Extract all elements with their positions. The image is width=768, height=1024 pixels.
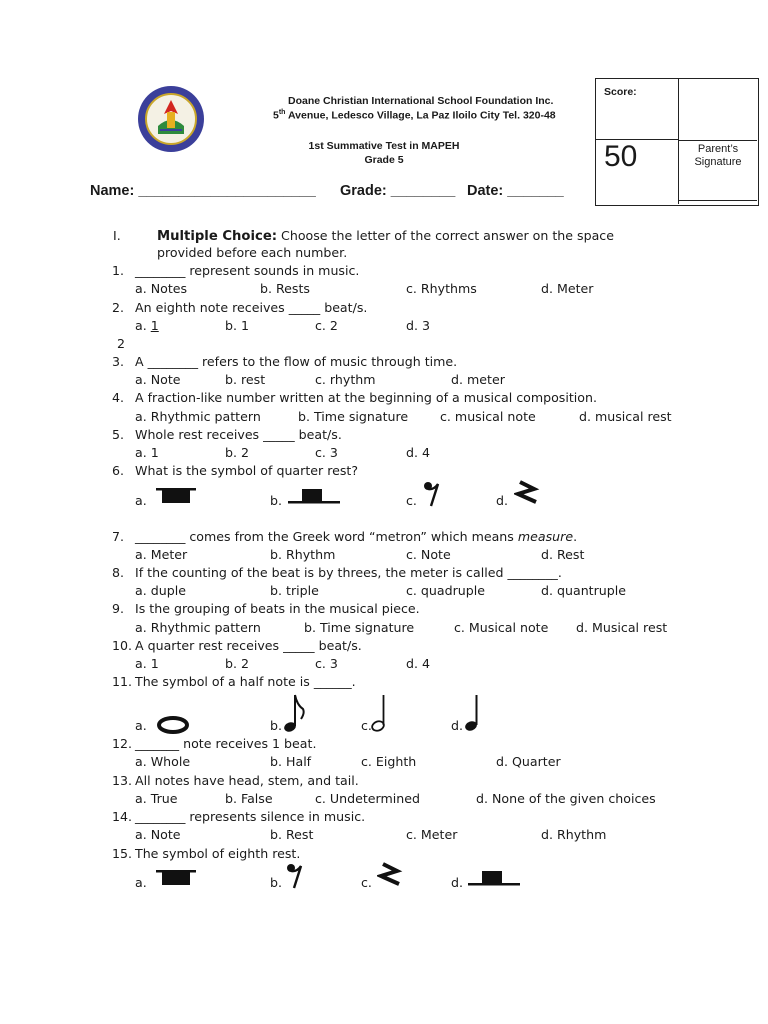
choice-a: a. Whole xyxy=(135,754,191,769)
choice-d: d. meter xyxy=(451,372,505,387)
choice-c: c. xyxy=(361,718,372,733)
question-number: 11. xyxy=(112,674,133,689)
choice-a: a. xyxy=(135,875,147,890)
question-text: Whole rest receives _____ beat/s. xyxy=(135,427,342,442)
choice-c: c. Musical note xyxy=(454,620,549,635)
choice-a: a. duple xyxy=(135,583,186,598)
choice-b: b. rest xyxy=(225,372,266,387)
half-rest-symbol xyxy=(288,486,340,510)
question-text: A quarter rest receives _____ beat/s. xyxy=(135,638,362,653)
choice-a: a. xyxy=(135,718,147,733)
choice-a: a. 1 xyxy=(135,445,159,460)
question-text: The symbol of eighth rest. xyxy=(135,846,301,861)
choice-d: d. Meter xyxy=(541,281,594,296)
eighth-rest-symbol xyxy=(422,480,442,512)
choice-d: d. 3 xyxy=(406,318,431,333)
question-text: Is the grouping of beats in the musical piece. xyxy=(135,601,420,616)
question-number: 10. xyxy=(112,638,133,653)
question-number: 15. xyxy=(112,846,133,861)
test-title: 1st Summative Test in MAPEH xyxy=(308,140,460,152)
choice-d: d. xyxy=(451,718,463,733)
choice-a: a. Rhythmic pattern xyxy=(135,409,261,424)
choice-a: a. Rhythmic pattern xyxy=(135,620,261,635)
choice-b: b. xyxy=(270,718,282,733)
half-note-symbol xyxy=(369,693,389,737)
whole-rest-symbol xyxy=(156,488,196,512)
score-box-hdivider-right xyxy=(679,140,757,141)
grade-field: Grade: ________ xyxy=(340,183,456,199)
choice-c: c. xyxy=(361,875,372,890)
score-value: 50 xyxy=(604,140,638,173)
choice-b: b. 2 xyxy=(225,656,250,671)
question-text: ________ represent sounds in music. xyxy=(135,263,360,278)
choice-d: d. quantruple xyxy=(541,583,627,598)
choice-b: b. Rests xyxy=(260,281,310,296)
question-number: 8. xyxy=(112,565,125,580)
choice-b: b. triple xyxy=(270,583,319,598)
date-field: Date: _______ xyxy=(467,183,564,199)
quarter-rest-symbol xyxy=(377,862,403,892)
choice-a: a. 1 xyxy=(135,656,159,671)
choice-c: c. Rhythms xyxy=(406,281,477,296)
choice-a: a. True xyxy=(135,791,178,806)
choice-a: a. xyxy=(135,493,147,508)
choice-d: d. 4 xyxy=(406,656,431,671)
section-instruction-cont: provided before each number. xyxy=(157,245,348,260)
question-number: 9. xyxy=(112,601,125,616)
choice-c: c. quadruple xyxy=(406,583,486,598)
choice-d: d. None of the given choices xyxy=(476,791,656,806)
choice-d: d. Quarter xyxy=(496,754,561,769)
score-box-bottom-line xyxy=(679,200,757,201)
whole-rest-symbol xyxy=(156,870,196,894)
question-text: What is the symbol of quarter rest? xyxy=(135,463,359,478)
choice-d: d. xyxy=(451,875,463,890)
choice-d: d. musical rest xyxy=(579,409,672,424)
eighth-rest-symbol xyxy=(285,862,305,894)
choice-c: c. Note xyxy=(406,547,451,562)
question-text: A ________ refers to the flow of music through time. xyxy=(135,354,458,369)
question-number: 7. xyxy=(112,529,125,544)
choice-c: c. musical note xyxy=(440,409,536,424)
question-number: 1. xyxy=(112,263,125,278)
question-text: _______ note receives 1 beat. xyxy=(135,736,317,751)
school-name: Doane Christian International School Foundation Inc. xyxy=(288,95,554,107)
choice-b: b. 2 xyxy=(225,445,250,460)
question-number: 6. xyxy=(112,463,125,478)
school-address: 5th Avenue, Ledesco Village, La Paz Iloilo City Tel. 320-48 xyxy=(273,109,556,122)
quarter-note-symbol xyxy=(463,693,483,737)
section-number: I. xyxy=(113,228,121,243)
question-number: 3. xyxy=(112,354,125,369)
choice-a: a. 1 xyxy=(135,318,159,333)
choice-a: a. Note xyxy=(135,372,181,387)
choice-c: c. 2 xyxy=(315,318,338,333)
choice-b: b. xyxy=(270,493,282,508)
question-text: A fraction-like number written at the beginning of a musical composition. xyxy=(135,390,597,405)
choice-c: c. Undetermined xyxy=(315,791,421,806)
choice-b: b. Time signature xyxy=(304,620,415,635)
choice-c: c. 3 xyxy=(315,445,338,460)
question-text: The symbol of a half note is ______. xyxy=(135,674,356,689)
choice-d: d. Musical rest xyxy=(576,620,668,635)
choice-c: c. Eighth xyxy=(361,754,417,769)
question-text: ________ comes from the Greek word “metron” which means measure. xyxy=(135,529,578,544)
choice-b: b. 1 xyxy=(225,318,250,333)
question-text: ________ represents silence in music. xyxy=(135,809,366,824)
question-number: 14. xyxy=(112,809,133,824)
choice-c: c. 3 xyxy=(315,656,338,671)
grade-line: Grade 5 xyxy=(364,154,404,166)
choice-c: c. Meter xyxy=(406,827,458,842)
choice-c: c. xyxy=(406,493,417,508)
question-text: All notes have head, stem, and tail. xyxy=(135,773,359,788)
question-number: 12. xyxy=(112,736,133,751)
choice-b: b. Half xyxy=(270,754,312,769)
choice-d: d. xyxy=(496,493,508,508)
score-box-vdivider xyxy=(678,78,679,204)
choice-c: c. rhythm xyxy=(315,372,376,387)
quarter-rest-symbol xyxy=(514,480,540,510)
choice-d: d. Rhythm xyxy=(541,827,607,842)
choice-a: a. Notes xyxy=(135,281,188,296)
half-rest-symbol xyxy=(468,868,520,892)
parent-signature-label: Parent’s Signature xyxy=(694,143,742,168)
choice-d: d. Rest xyxy=(541,547,585,562)
fraction-denominator: 2 xyxy=(117,336,126,351)
choice-a: a. Note xyxy=(135,827,181,842)
choice-b: b. xyxy=(270,875,282,890)
question-text: If the counting of the beat is by threes, the meter is called ________. xyxy=(135,565,562,580)
school-logo xyxy=(136,84,206,154)
choice-b: b. Time signature xyxy=(298,409,409,424)
section-instruction: Multiple Choice: Choose the letter of the correct answer on the space xyxy=(157,228,614,244)
eighth-note-symbol xyxy=(283,693,305,737)
name-field: Name: ______________________ xyxy=(90,183,316,199)
question-number: 13. xyxy=(112,773,133,788)
choice-d: d. 4 xyxy=(406,445,431,460)
question-number: 5. xyxy=(112,427,125,442)
choice-b: b. False xyxy=(225,791,273,806)
choice-a: a. Meter xyxy=(135,547,188,562)
question-text: An eighth note receives _____ beat/s. xyxy=(135,300,368,315)
score-label: Score: xyxy=(604,86,637,98)
question-number: 4. xyxy=(112,390,125,405)
choice-b: b. Rest xyxy=(270,827,314,842)
choice-b: b. Rhythm xyxy=(270,547,336,562)
question-number: 2. xyxy=(112,300,125,315)
